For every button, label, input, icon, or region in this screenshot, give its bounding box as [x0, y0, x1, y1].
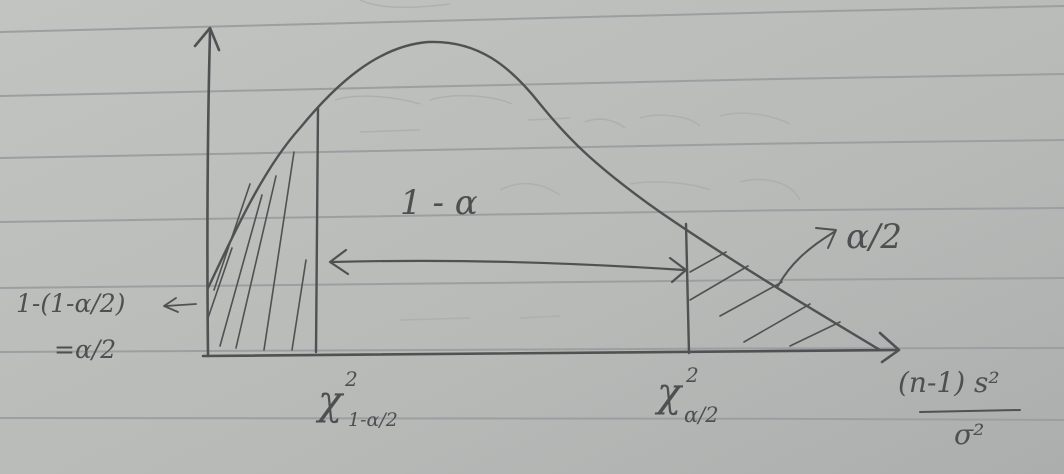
right-tail-label: α/2 — [846, 217, 903, 257]
right-critical-chi: χ — [657, 370, 682, 416]
center-region-label: 1 - α — [400, 183, 478, 223]
left-tail-label-line2: =α/2 — [54, 335, 117, 364]
right-critical-sup: 2 — [686, 363, 699, 387]
right-critical-sub: α/2 — [684, 403, 719, 427]
x-axis-numerator: (n-1) s² — [898, 366, 1000, 399]
x-axis-denominator: σ² — [954, 418, 985, 451]
left-tail-label-line1: 1-(1-α/2) — [16, 289, 126, 318]
left-critical-chi: χ — [318, 378, 343, 424]
left-critical-sup: 2 — [345, 367, 358, 391]
left-critical-sub: 1-α/2 — [348, 409, 398, 431]
